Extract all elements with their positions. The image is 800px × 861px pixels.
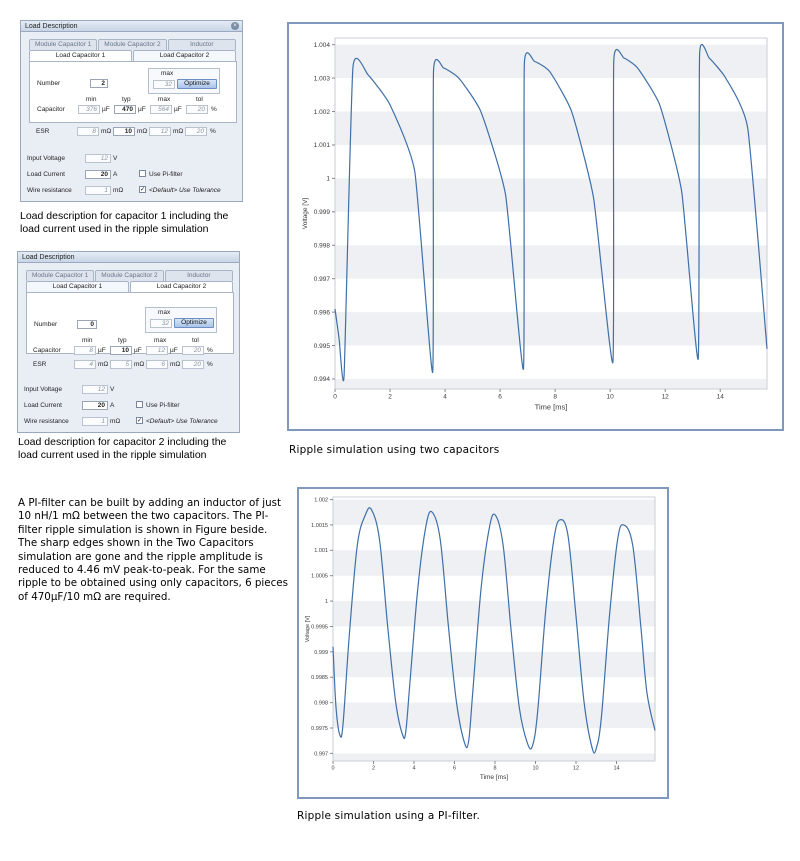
unit-a: A [110,402,115,409]
tab-module-capacitor-2[interactable]: Module Capacitor 2 [98,39,166,50]
col-min-label: min [86,96,97,103]
unit-pct: % [207,361,213,368]
caption-line: load current used in the ripple simulation [18,449,207,461]
esr-label: ESR [36,128,50,135]
x-tick-label: 8 [493,765,497,772]
tab-module-capacitor-2[interactable]: Module Capacitor 2 [95,270,163,281]
grid-band [335,245,767,278]
caption-panel-2 [18,436,226,462]
y-tick-label: 0.998 [314,700,328,707]
caption-panel-1 [20,210,228,236]
unit-uf: µF [102,106,110,113]
unit-mohm: mΩ [101,128,112,135]
unit-mohm: mΩ [134,361,145,368]
x-tick-label: 8 [553,393,557,401]
unit-uf: µF [174,106,182,113]
y-tick-label: 0.9995 [311,624,328,631]
y-tick-label: 1.002 [313,108,330,116]
unit-uf: µF [170,347,178,354]
unit-a: A [113,171,118,178]
pi-filter-checkbox[interactable] [136,401,143,408]
y-tick-label: 1.0005 [311,573,328,580]
tab-content [26,292,234,354]
max-field[interactable]: 32 [150,319,172,328]
tab-load-capacitor-2[interactable]: Load Capacitor 2 [133,50,236,61]
panel-title: Load Description [25,23,78,30]
panel-title: Load Description [22,254,75,261]
grid-band [335,312,767,345]
pi-filter-description: A PI-filter can be built by adding an inductor of just 10 nH/1 mΩ between the two capacitors. The PI-filter ripple simulation is shown in Figure beside. The sharp edges shown in the Two Capacitors simulation are gone and the ripple amplitude is reduced to 4.46 mV peak-to-peak. For the same ripple to be obtained using only capacitors, 6 pieces of 470µF/10 mΩ are required. [18,497,288,603]
unit-pct: % [210,128,216,135]
close-icon[interactable]: × [231,22,239,30]
x-tick-label: 10 [606,393,614,401]
load-description-panel-1 [20,20,243,202]
x-tick-label: 0 [331,765,335,772]
chart-svg [289,24,782,429]
tab-row-back [29,39,237,50]
max-field[interactable]: 32 [153,80,175,89]
col-tol-label: tol [192,337,199,344]
pi-filter-label: Use Pi-filter [146,402,180,409]
tolerance-label: <Default> Use Tolerance [149,187,221,194]
x-tick-label: 10 [532,765,539,772]
x-tick-label: 14 [716,393,724,401]
unit-v: V [113,155,118,162]
tolerance-checkbox[interactable]: ✓ [140,187,146,193]
caption-line: Load description for capacitor 2 including the [18,436,227,448]
col-min-label: min [82,337,93,344]
optimize-button[interactable]: Optimize [174,318,214,328]
pi-filter-checkbox[interactable] [139,170,146,177]
input-voltage-label: Input Voltage [27,155,65,162]
caption-line: Load description for capacitor 1 including the [20,210,229,222]
esr-label: ESR [33,361,47,368]
x-tick-label: 12 [661,393,669,401]
number-field[interactable]: 2 [90,79,108,88]
unit-pct: % [207,347,213,354]
x-tick-label: 4 [443,393,447,401]
esr-max-field[interactable]: 6 [146,360,168,369]
max-group [148,68,220,94]
cap-min-field[interactable]: 8 [74,346,96,355]
load-description-panel-2 [17,251,240,433]
number-field[interactable]: 0 [77,320,97,329]
pi-filter-label: Use Pi-filter [149,171,183,178]
cap-min-field[interactable]: 376 [78,105,100,114]
unit-uf: µF [98,347,106,354]
col-typ-label: typ [118,337,127,344]
tab-load-capacitor-1[interactable]: Load Capacitor 1 [29,50,132,61]
col-typ-label: typ [122,96,131,103]
input-voltage-field[interactable]: 12 [85,154,111,163]
esr-typ-field[interactable]: 5 [110,360,132,369]
x-tick-label: 14 [613,765,620,772]
grid-band [335,112,767,145]
input-voltage-label: Input Voltage [24,386,62,393]
cap-max-field[interactable]: 12 [146,346,168,355]
max-group [145,307,217,333]
unit-pct: % [211,106,217,113]
panel-titlebar [18,252,239,263]
unit-v: V [110,386,115,393]
grid-band [333,500,655,525]
optimize-button[interactable]: Optimize [177,79,217,89]
esr-typ-field[interactable]: 10 [113,127,135,136]
cap-typ-field[interactable]: 10 [110,346,132,355]
y-tick-label: 0.996 [313,309,330,317]
capacitor-label: Capacitor [37,106,65,113]
y-tick-label: 0.997 [314,751,328,758]
x-axis-label: Time [ms] [534,402,568,412]
unit-mohm: mΩ [110,418,121,425]
cap-max-field[interactable]: 564 [150,105,172,114]
tab-load-capacitor-1[interactable]: Load Capacitor 1 [26,281,129,292]
x-tick-label: 2 [388,393,392,401]
caption-chart-2: Ripple simulation using a PI-filter. [297,810,481,822]
unit-mohm: mΩ [98,361,109,368]
x-axis-label: Time [ms] [479,774,509,782]
wire-resistance-field[interactable]: 1 [85,186,111,195]
tolerance-checkbox[interactable]: ✓ [137,418,143,424]
col-max-label: max [154,337,167,344]
x-tick-label: 6 [498,393,502,401]
y-tick-label: 1.002 [314,497,328,504]
esr-tol-field[interactable]: 20 [182,360,204,369]
x-tick-label: 2 [371,765,376,772]
x-tick-label: 4 [412,765,416,772]
load-current-field[interactable]: 20 [85,170,111,179]
unit-mohm: mΩ [113,187,124,194]
ripple-chart-two-capacitors [287,22,784,431]
max-label: max [161,70,174,77]
ripple-chart-pi-filter [297,487,669,799]
y-tick-label: 1 [326,175,330,183]
cap-tol-field[interactable]: 20 [186,105,208,114]
y-tick-label: 1.0015 [311,522,328,529]
tolerance-label: <Default> Use Tolerance [146,418,218,425]
y-tick-label: 0.994 [313,376,330,384]
caption-line: load current used in the ripple simulation [20,223,209,235]
y-tick-label: 1.004 [313,41,330,49]
load-current-label: Load Current [27,171,65,178]
y-tick-label: 0.9985 [311,675,328,682]
unit-mohm: mΩ [170,361,181,368]
wire-resistance-field[interactable]: 1 [82,417,108,426]
wire-resistance-label: Wire resistance [27,187,72,194]
y-tick-label: 1 [324,599,328,606]
y-tick-label: 1.001 [313,142,330,150]
load-current-field[interactable]: 20 [82,401,108,410]
y-tick-label: 1.003 [313,75,330,83]
esr-max-field[interactable]: 12 [149,127,171,136]
y-tick-label: 1.001 [314,548,328,555]
grid-band [335,379,767,389]
grid-band [335,178,767,211]
y-tick-label: 0.999 [313,209,330,217]
tab-row-front [26,281,234,292]
y-tick-label: 0.997 [313,275,330,283]
tab-row-front [29,50,237,61]
grid-band [333,601,655,626]
tab-inductor[interactable]: Inductor [165,270,233,281]
number-label: Number [37,80,61,87]
number-label: Number [34,321,58,328]
cap-tol-field[interactable]: 20 [182,346,204,355]
esr-min-field[interactable]: 8 [77,127,99,136]
esr-tol-field[interactable]: 20 [185,127,207,136]
y-tick-label: 0.995 [313,342,330,350]
x-tick-label: 6 [452,765,457,772]
x-tick-label: 0 [333,393,337,401]
input-voltage-field[interactable]: 12 [82,385,108,394]
col-tol-label: tol [196,96,203,103]
esr-min-field[interactable]: 4 [74,360,96,369]
unit-mohm: mΩ [137,128,148,135]
tab-load-capacitor-2[interactable]: Load Capacitor 2 [130,281,233,292]
y-axis-label: Voltage [V] [302,197,309,230]
unit-mohm: mΩ [173,128,184,135]
caption-chart-1: Ripple simulation using two capacitors [289,444,500,456]
y-tick-label: 0.999 [314,649,328,656]
unit-uf: µF [138,106,146,113]
wire-resistance-label: Wire resistance [24,418,69,425]
tab-module-capacitor-1[interactable]: Module Capacitor 1 [26,270,94,281]
panel-titlebar [21,21,242,32]
y-tick-label: 0.998 [313,242,330,250]
cap-typ-field[interactable]: 470 [114,105,136,114]
tab-row-back [26,270,234,281]
grid-band [333,703,655,728]
max-label: max [158,309,171,316]
tab-inductor[interactable]: Inductor [168,39,236,50]
tab-content [29,61,237,123]
y-axis-label: Voltage [V] [305,615,311,643]
chart-svg [299,489,667,797]
unit-uf: µF [134,347,142,354]
col-max-label: max [158,96,171,103]
capacitor-label: Capacitor [33,347,61,354]
load-current-label: Load Current [24,402,62,409]
x-tick-label: 12 [572,765,580,772]
tab-module-capacitor-1[interactable]: Module Capacitor 1 [29,39,97,50]
grid-band [333,753,655,761]
y-tick-label: 0.9975 [311,725,328,732]
